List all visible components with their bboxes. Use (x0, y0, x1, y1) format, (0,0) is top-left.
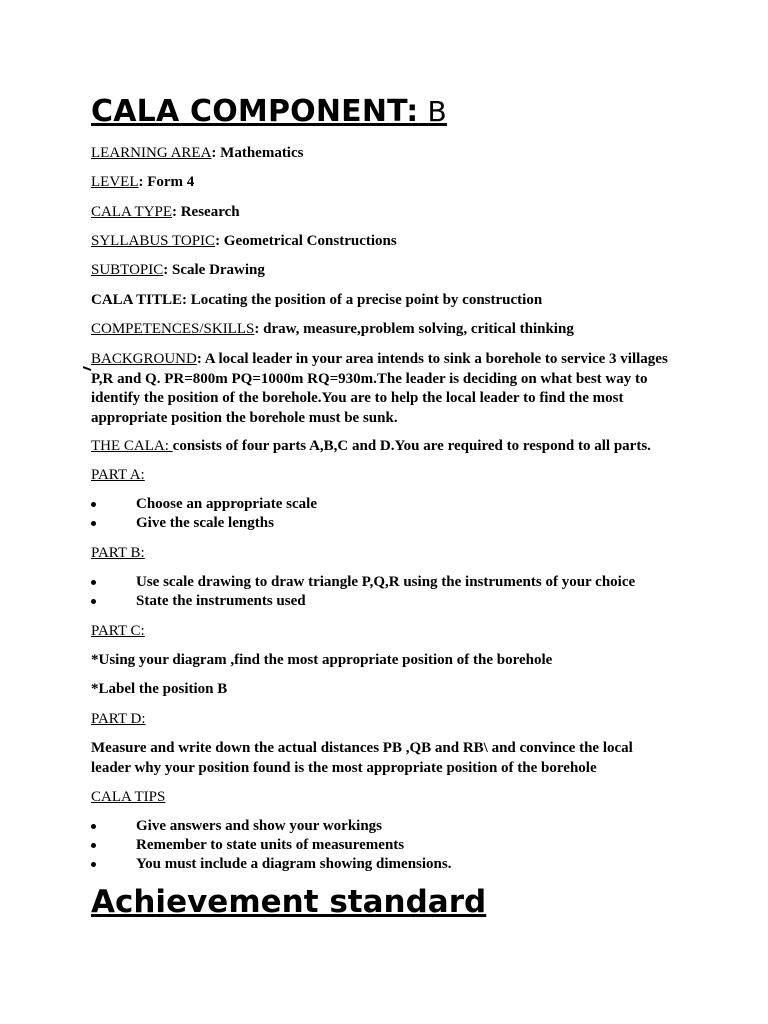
list-item: Use scale drawing to draw triangle P,Q,R using the instruments of your choice (91, 573, 635, 592)
field-value: : draw, measure,problem solving, critical thinking (254, 321, 574, 337)
cala-tips-list (91, 817, 451, 874)
list-item: Give answers and show your workings (91, 817, 451, 836)
field-label: COMPETENCES/SKILLS (91, 321, 255, 337)
document-title-label: CALA COMPONENT: (91, 94, 419, 129)
field-the-cala (91, 437, 651, 457)
list-item: Remember to state units of measurements (91, 836, 451, 855)
field-value: : Geometrical Constructions (215, 233, 397, 249)
document-title (91, 92, 447, 132)
field-label: THE CALA: (91, 438, 173, 454)
part-b-heading (91, 544, 145, 564)
cala-tips-heading (91, 788, 165, 808)
part-c-heading (91, 622, 145, 642)
field-label: LEARNING AREA (91, 145, 212, 161)
field-syllabus-topic (91, 232, 397, 252)
field-label: LEVEL (91, 174, 139, 190)
part-b-heading-label: PART B: (91, 545, 145, 561)
field-value: : Scale Drawing (163, 262, 265, 278)
field-value: : A local leader in your area intends to sink a borehole to service 3 villages P,R and Q. PR=800m PQ=1000m RQ=930m.The leader is deciding on what best way to identify the position of the borehole.You are to help the local leader to find the most appropriate position the borehole must be sunk. (91, 351, 668, 426)
part-c-heading-label: PART C: (91, 623, 145, 639)
part-b-list (91, 573, 635, 611)
field-subtopic (91, 261, 265, 281)
part-d-text: Measure and write down the actual distances PB ,QB and RB\ and convince the local leader why your position found is the most appropriate position of the borehole (91, 740, 633, 776)
cala-tips-heading-label: CALA TIPS (91, 789, 166, 805)
list-item: Choose an appropriate scale (91, 495, 317, 514)
part-d-heading (91, 710, 146, 730)
document-title-suffix: B (418, 95, 447, 128)
list-item: Give the scale lengths (91, 514, 317, 533)
list-item: You must include a diagram showing dimensions. (91, 855, 451, 874)
field-label: CALA TYPE (91, 204, 172, 220)
field-cala-type (91, 203, 240, 223)
list-item: State the instruments used (91, 592, 635, 611)
field-background (91, 350, 681, 428)
field-competences (91, 320, 574, 340)
part-a-heading-label: PART A: (91, 467, 145, 483)
part-a-heading (91, 466, 145, 486)
field-label: BACKGROUND (91, 351, 197, 367)
field-cala-title: CALA TITLE: Locating the position of a precise point by construction (91, 292, 543, 308)
field-label: SUBTOPIC (91, 262, 164, 278)
field-value: consists of four parts A,B,C and D.You are required to respond to all parts. (172, 438, 651, 454)
field-value: : Mathematics (211, 145, 304, 161)
part-a-list (91, 495, 317, 533)
field-value: : Form 4 (138, 174, 195, 190)
part-c-line: *Using your diagram ,find the most appropriate position of the borehole (91, 652, 553, 668)
field-learning-area (91, 144, 303, 164)
field-level (91, 173, 194, 193)
field-label: SYLLABUS TOPIC (91, 233, 216, 249)
achievement-standard-heading: Achievement standard (91, 884, 487, 920)
part-c-line: *Label the position B (91, 681, 228, 697)
field-value: : Research (171, 204, 240, 220)
part-d-heading-label: PART D: (91, 711, 146, 727)
